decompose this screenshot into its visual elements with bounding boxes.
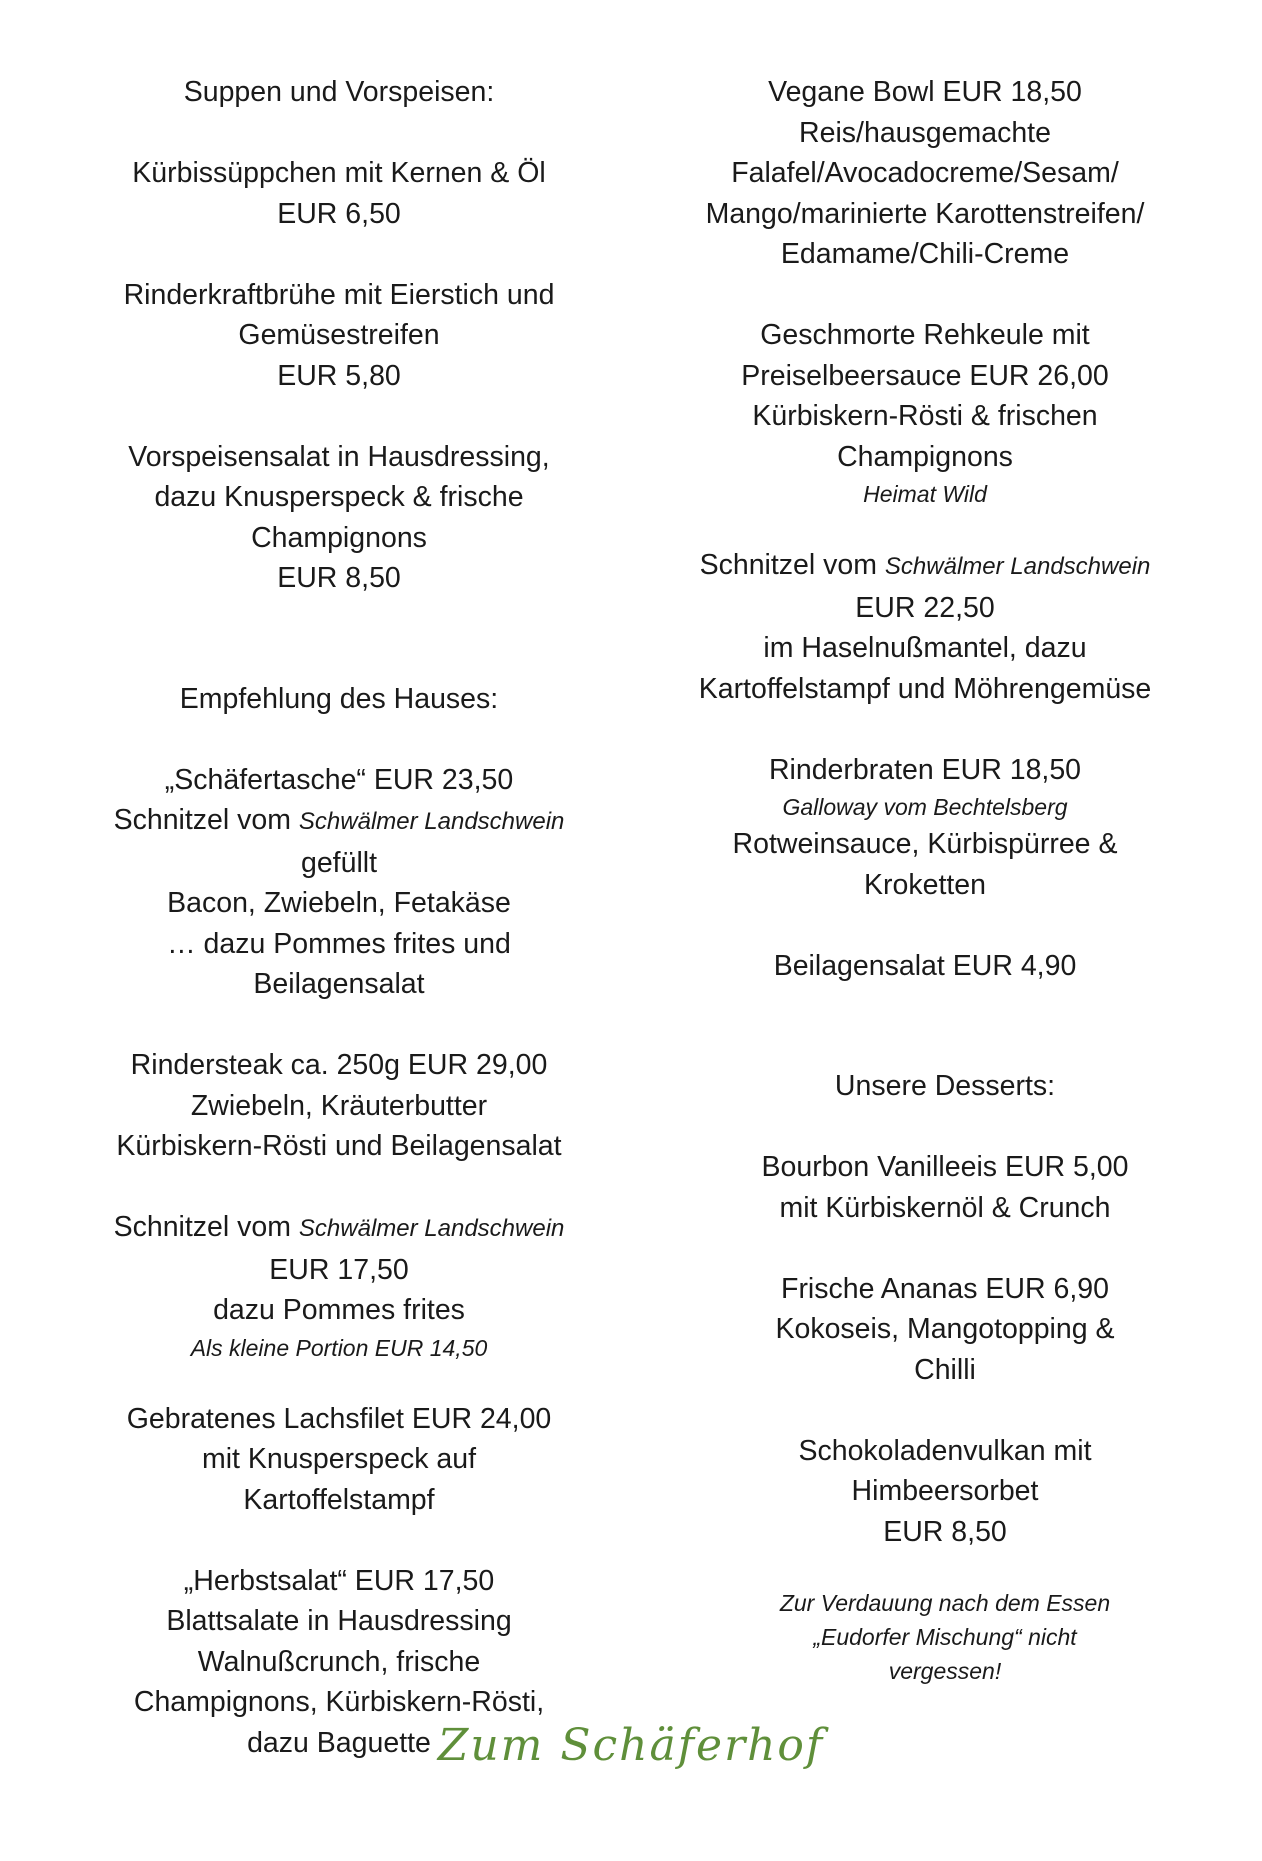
menu-column-left xyxy=(98,72,580,1763)
item-title: Frische Ananas EUR 6,90 xyxy=(781,1272,1109,1305)
item-description: Kürbissüppchen mit Kernen & Öl xyxy=(132,157,546,189)
digestif-note xyxy=(705,1586,1185,1688)
item-description: Mango/marinierte Karottenstreifen/ xyxy=(705,197,1145,230)
section-soups xyxy=(98,72,580,599)
menu-item-ananas xyxy=(705,1269,1185,1391)
menu-item-schnitzel-haselnuss xyxy=(665,545,1185,709)
section-heading-soups: Suppen und Vorspeisen: xyxy=(183,76,495,108)
origin-note: Schwälmer Landschwein xyxy=(298,1215,565,1242)
item-description: dazu Pommes frites xyxy=(213,1294,465,1326)
menu-item-rehkeule xyxy=(665,315,1185,511)
item-description: Reis/hausgemachte xyxy=(799,116,1051,149)
item-title: Geschmorte Rehkeule mit xyxy=(760,319,1090,351)
item-description: Champignons, Kürbiskern-Rösti, xyxy=(133,1686,545,1718)
menu-item-schaefertasche xyxy=(98,760,580,1005)
menu-item-rinderkraftbruehe xyxy=(98,275,580,397)
section-heading-desserts: Unsere Desserts: xyxy=(834,1070,1056,1102)
origin-note: Schwälmer Landschwein xyxy=(884,553,1151,580)
menu-column-right xyxy=(665,72,1185,1688)
item-note: Heimat Wild xyxy=(863,481,987,507)
item-title: Rinderbraten EUR 18,50 xyxy=(768,753,1082,786)
item-description: Beilagensalat xyxy=(253,968,425,1000)
item-description: … dazu Pommes frites und xyxy=(167,927,511,960)
item-description: dazu Baguette xyxy=(247,1726,431,1759)
item-price: EUR 5,80 xyxy=(277,359,401,392)
item-description: mit Kürbiskernöl & Crunch xyxy=(779,1191,1111,1224)
item-title: „Herbstsalat“ EUR 17,50 xyxy=(183,1564,495,1597)
item-description: gefüllt xyxy=(300,846,378,879)
item-description: Bacon, Zwiebeln, Fetakäse xyxy=(167,887,511,919)
menu-item-vanilleeis xyxy=(705,1147,1185,1228)
menu-item-vorspeisensalat xyxy=(98,437,580,599)
item-description: Edamame/Chili-Creme xyxy=(780,238,1070,270)
item-price: EUR 8,50 xyxy=(883,1515,1007,1548)
item-title: Schokoladenvulkan mit xyxy=(798,1434,1092,1467)
item-description: Zwiebeln, Kräuterbutter xyxy=(190,1089,488,1122)
item-note: Als kleine Portion EUR 14,50 xyxy=(190,1334,488,1361)
item-description: Kürbiskern-Rösti und Beilagensalat xyxy=(116,1130,562,1162)
item-title: Schnitzel vom Schwälmer Landschwein xyxy=(699,549,1151,581)
restaurant-brand-name: Zum Schäferhof xyxy=(437,1720,825,1771)
item-title: Schnitzel vom Schwälmer Landschwein xyxy=(113,1211,565,1243)
item-price: EUR 17,50 xyxy=(269,1253,409,1286)
item-description: Rotweinsauce, Kürbispürree & xyxy=(732,828,1118,860)
item-price: EUR 8,50 xyxy=(277,562,401,594)
item-description: Gemüsestreifen xyxy=(238,319,440,351)
item-description: Blattsalate in Hausdressing xyxy=(166,1605,512,1637)
item-price: EUR 22,50 xyxy=(855,591,995,624)
note-line: vergessen! xyxy=(888,1658,1002,1684)
menu-item-rindersteak xyxy=(98,1045,580,1167)
menu-item-beilagensalat xyxy=(665,946,1185,987)
item-description: Rinderkraftbrühe mit Eierstich und xyxy=(123,278,555,311)
item-title: Vegane Bowl EUR 18,50 xyxy=(768,76,1082,108)
menu-item-lachsfilet xyxy=(98,1399,580,1521)
item-description: Kokoseis, Mangotopping & xyxy=(775,1313,1115,1345)
item-description: Chilli xyxy=(914,1353,976,1386)
menu-item-kuerbissueppchen xyxy=(98,153,580,234)
item-description: Champignons xyxy=(251,521,427,554)
item-description: Walnußcrunch, frische xyxy=(197,1645,481,1678)
item-description: Preiselbeersauce EUR 26,00 xyxy=(741,359,1109,392)
item-description: Vorspeisensalat in Hausdressing, xyxy=(128,440,550,473)
item-description: Kartoffelstampf xyxy=(243,1483,435,1516)
section-heading-house: Empfehlung des Hauses: xyxy=(179,682,499,715)
origin-note: Schwälmer Landschwein xyxy=(298,808,565,835)
menu-item-rinderbraten xyxy=(665,750,1185,906)
item-description: Kartoffelstampf und Möhrengemüse xyxy=(698,672,1152,705)
section-house-recommendations xyxy=(98,679,580,1764)
item-description: im Haselnußmantel, dazu xyxy=(763,632,1087,664)
item-description: Schnitzel vom Schwälmer Landschwein xyxy=(113,804,565,836)
item-title: Beilagensalat EUR 4,90 xyxy=(773,949,1077,982)
item-description: Himbeersorbet xyxy=(851,1475,1039,1507)
menu-item-vegane-bowl xyxy=(665,72,1185,275)
note-line: „Eudorfer Mischung“ nicht xyxy=(813,1624,1077,1650)
menu-item-schokoladenvulkan xyxy=(705,1431,1185,1553)
item-title: Bourbon Vanilleeis EUR 5,00 xyxy=(761,1151,1129,1183)
item-description: Kroketten xyxy=(864,868,986,901)
item-price: EUR 6,50 xyxy=(277,197,401,230)
item-title: Gebratenes Lachsfilet EUR 24,00 xyxy=(126,1402,552,1435)
item-title: „Schäfertasche“ EUR 23,50 xyxy=(164,763,514,796)
item-description: Falafel/Avocadocreme/Sesam/ xyxy=(731,157,1119,189)
item-description: mit Knusperspeck auf xyxy=(201,1443,477,1475)
item-note: Galloway vom Bechtelsberg xyxy=(782,794,1068,820)
note-line: Zur Verdauung nach dem Essen xyxy=(779,1590,1111,1616)
section-desserts xyxy=(665,1066,1185,1688)
item-description: Champignons xyxy=(837,440,1013,473)
item-description: dazu Knusperspeck & frische xyxy=(154,481,524,513)
item-description: Kürbiskern-Rösti & frischen xyxy=(752,400,1098,432)
item-title: Rindersteak ca. 250g EUR 29,00 xyxy=(130,1049,548,1081)
menu-item-schnitzel-pommes xyxy=(98,1207,580,1365)
